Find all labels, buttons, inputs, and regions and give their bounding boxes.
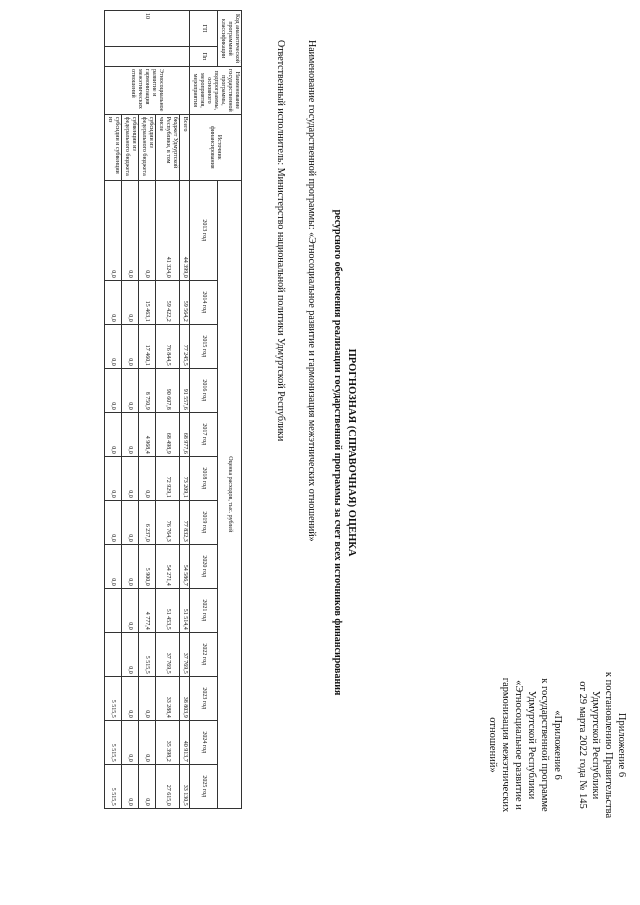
value-cell: 0,0 xyxy=(122,676,139,720)
value-cell: 5 900,0 xyxy=(139,544,156,588)
source-cell: субвенции из федерального бюджета xyxy=(122,114,139,180)
value-cell: 0,0 xyxy=(139,676,156,720)
value-cell: 0,0 xyxy=(122,368,139,412)
appendix-line: от 29 марта 2022 года № 145 xyxy=(577,681,588,809)
value-cell: 0,0 xyxy=(139,720,156,764)
appendix-line: к постановлению Правительства xyxy=(603,671,614,819)
value-cell: 77 832,3 xyxy=(180,500,190,544)
value-cell: 72 929,1 xyxy=(156,456,180,500)
value-cell: 0,0 xyxy=(139,180,156,280)
value-cell: 76 844,5 xyxy=(156,324,180,368)
value-cell: 35 398,2 xyxy=(156,720,180,764)
value-cell: 77 245,5 xyxy=(180,324,190,368)
header-year: 2013 год xyxy=(190,180,218,280)
value-cell: 76 764,3 xyxy=(156,500,180,544)
value-cell: 68 977,6 xyxy=(180,412,190,456)
header-year: 2019 год xyxy=(190,500,218,544)
value-cell: 0,0 xyxy=(122,588,139,632)
header-year: 2021 год xyxy=(190,588,218,632)
header-year: 2023 год xyxy=(190,676,218,720)
value-cell xyxy=(105,632,122,676)
document-heading xyxy=(330,0,358,905)
value-cell: 37 769,5 xyxy=(180,632,190,676)
value-cell: 0,0 xyxy=(122,764,139,808)
header-year: 2022 год xyxy=(190,632,218,676)
value-cell: 54 586,7 xyxy=(180,544,190,588)
source-cell: субсидии и субвенции из xyxy=(105,114,122,180)
appendix-line: к государственной программе xyxy=(539,678,550,812)
gp-code-cell: 10 xyxy=(105,11,190,47)
value-cell: 51 453,5 xyxy=(156,588,180,632)
appendix-line: гармонизация межэтнических xyxy=(500,677,511,813)
header-year: 2025 год xyxy=(190,764,218,808)
value-cell: 5 515,5 xyxy=(105,764,122,808)
value-cell: 4 777,4 xyxy=(139,588,156,632)
header-year: 2017 год xyxy=(190,412,218,456)
source-cell: субсидии из федерального бюджета xyxy=(139,114,156,180)
value-cell: 0,0 xyxy=(139,456,156,500)
value-cell: 0,0 xyxy=(122,544,139,588)
value-cell: 90 607,8 xyxy=(156,368,180,412)
value-cell: 0,0 xyxy=(122,180,139,280)
appendix-block xyxy=(486,640,628,850)
value-cell: 5 515,5 xyxy=(105,720,122,764)
appendix-line: Удмуртской Республики xyxy=(590,690,601,800)
table-row xyxy=(105,11,122,853)
header-code: Код аналитической программной классификации xyxy=(218,11,242,67)
source-cell: Всего xyxy=(180,114,190,180)
value-cell: 0,0 xyxy=(139,764,156,808)
value-cell: 51 514,4 xyxy=(180,588,190,632)
table-row xyxy=(139,11,156,853)
value-cell xyxy=(105,588,122,632)
program-name: Наименование государственной программы: «Этносоциальное развитие и гармонизация межэтнических отношений» xyxy=(306,40,317,542)
value-cell: 73 209,1 xyxy=(180,456,190,500)
value-cell: 38 803,9 xyxy=(180,676,190,720)
value-cell: 37 769,5 xyxy=(156,632,180,676)
value-cell: 17 460,1 xyxy=(139,324,156,368)
pp-code-cell xyxy=(105,47,190,67)
value-cell: 0,0 xyxy=(105,180,122,280)
value-cell: 0,0 xyxy=(122,456,139,500)
value-cell: 0,0 xyxy=(105,280,122,324)
value-cell: 0,0 xyxy=(122,280,139,324)
header-pp: Пп xyxy=(190,47,218,67)
appendix-line: отношений» xyxy=(487,717,498,773)
value-cell: 0,0 xyxy=(122,500,139,544)
value-cell: 0,0 xyxy=(122,632,139,676)
value-cell: 0,0 xyxy=(105,456,122,500)
funding-table xyxy=(104,10,242,853)
value-cell: 59 422,2 xyxy=(156,280,180,324)
value-cell: 0,0 xyxy=(105,500,122,544)
appendix-line: Приложение 6 xyxy=(616,712,627,778)
header-year: 2014 год xyxy=(190,280,218,324)
appendix-line: Удмуртской Республики xyxy=(526,690,537,800)
responsible-executor: Ответственный исполнитель: Министерство национальной политики Удмуртской Республики xyxy=(275,40,286,442)
value-cell: 0,0 xyxy=(105,544,122,588)
header-year: 2018 год xyxy=(190,456,218,500)
header-source: Источник финансирования xyxy=(190,114,242,180)
value-cell: 59 564,2 xyxy=(180,280,190,324)
value-cell: 33 130,5 xyxy=(180,764,190,808)
value-cell: 40 913,7 xyxy=(180,720,190,764)
header-name: Наименование государственной программы, подпрограммы, основного мероприятия, мероприятия xyxy=(190,67,242,115)
document-title: ПРОГНОЗНАЯ (СПРАВОЧНАЯ) ОЦЕНКА xyxy=(346,348,357,557)
value-cell: 0,0 xyxy=(105,324,122,368)
appendix-line: «Приложение 6 xyxy=(552,710,563,780)
value-cell: 6 237,0 xyxy=(139,500,156,544)
appendix-line: «Этносоциальное развитие и xyxy=(513,680,524,810)
value-cell: 68 498,9 xyxy=(156,412,180,456)
header-year: 2015 год xyxy=(190,324,218,368)
source-cell: бюджет Удмуртской Республики, в том числе xyxy=(156,114,180,180)
value-cell: 91 557,6 xyxy=(180,368,190,412)
value-cell: 5 515,5 xyxy=(139,632,156,676)
header-estimate: Оценка расходов, тыс. рублей xyxy=(218,180,242,808)
table-row xyxy=(122,11,139,853)
value-cell: 15 463,1 xyxy=(139,280,156,324)
table-row xyxy=(156,11,180,853)
header-year: 2024 год xyxy=(190,720,218,764)
value-cell: 41 324,0 xyxy=(156,180,180,280)
value-cell: 4 968,4 xyxy=(139,412,156,456)
value-cell: 0,0 xyxy=(122,324,139,368)
document-subtitle: ресурсного обеспечения реализации государственной программы за счет всех источников финансирования xyxy=(332,209,343,696)
value-cell: 33 288,4 xyxy=(156,676,180,720)
header-gp: ГП xyxy=(190,11,218,47)
program-cell: Этносоциальное развитие и гармонизация межэтнических отношений xyxy=(105,67,190,115)
header-year: 2020 год xyxy=(190,544,218,588)
value-cell: 0,0 xyxy=(122,720,139,764)
value-cell: 44 399,0 xyxy=(180,180,190,280)
value-cell: 0,0 xyxy=(105,412,122,456)
value-cell: 27 615,0 xyxy=(156,764,180,808)
table-row xyxy=(180,11,190,853)
value-cell: 0,0 xyxy=(122,412,139,456)
value-cell: 0,0 xyxy=(105,368,122,412)
value-cell: 54 271,4 xyxy=(156,544,180,588)
value-cell: 5 515,5 xyxy=(105,676,122,720)
value-cell: 8 750,9 xyxy=(139,368,156,412)
header-year: 2016 год xyxy=(190,368,218,412)
